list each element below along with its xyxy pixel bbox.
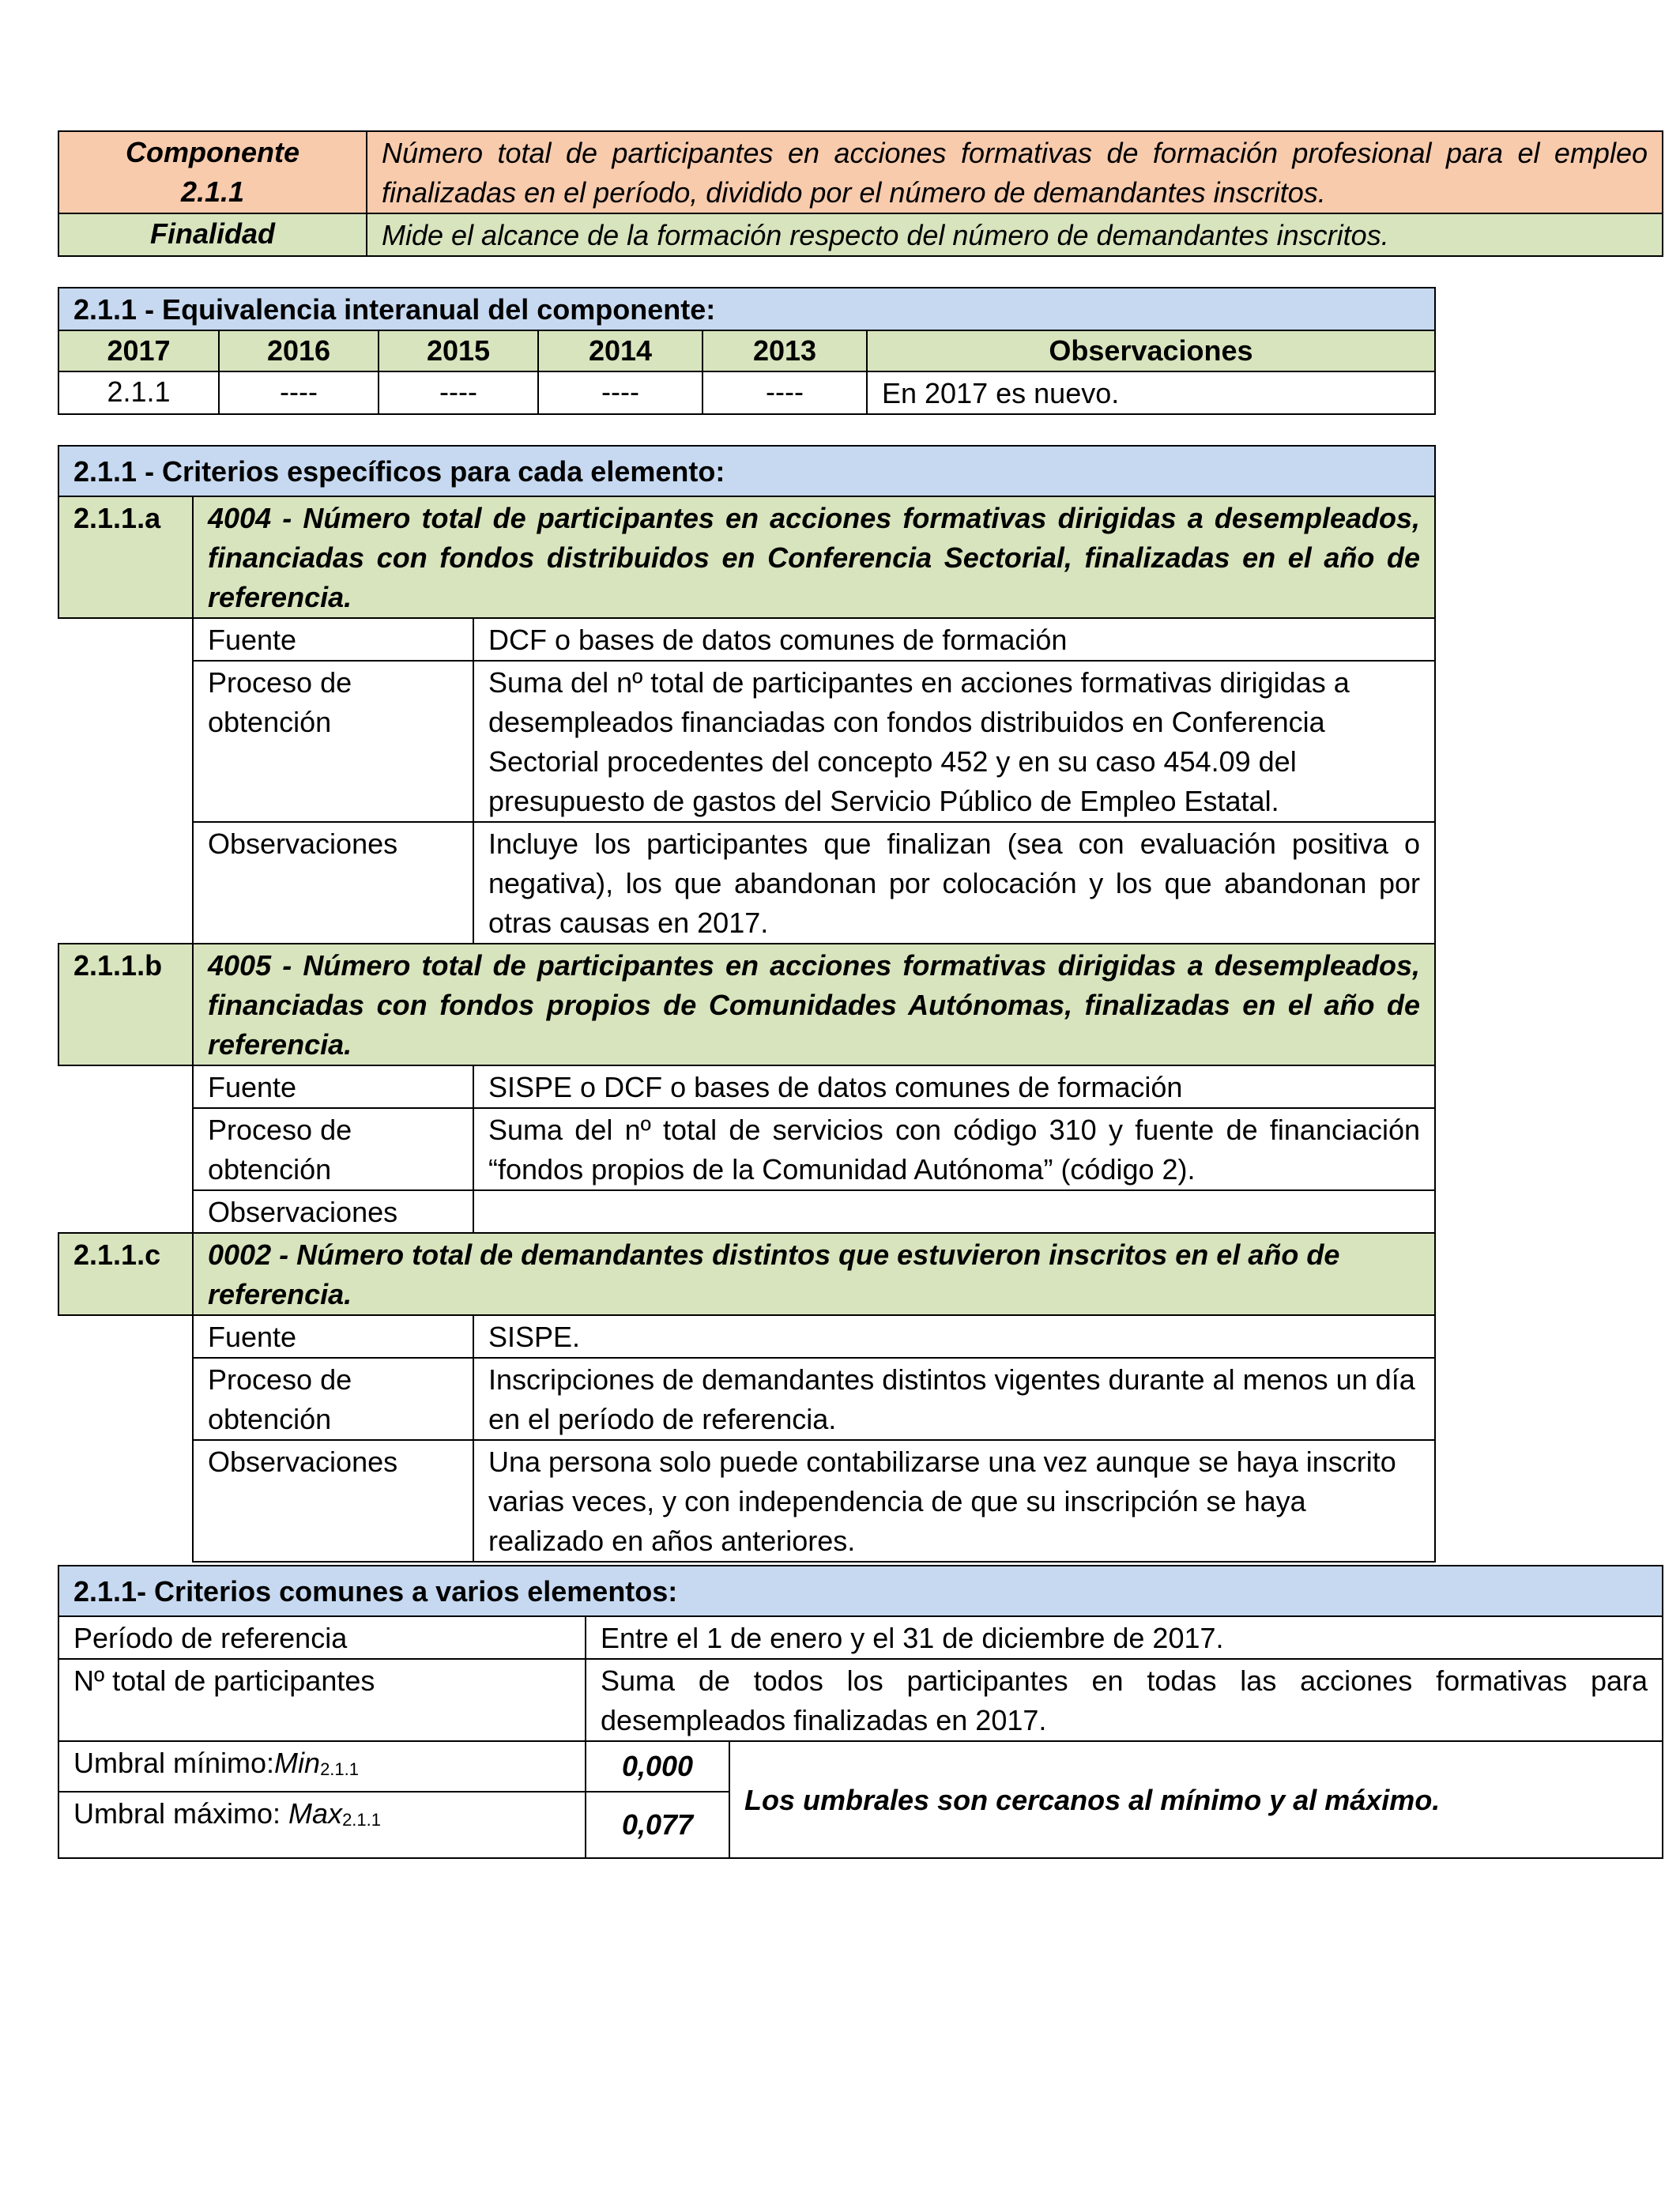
- finalidad-text: Mide el alcance de la formación respecto del número de demandantes inscritos.: [367, 213, 1663, 256]
- year-header-2016: 2016: [219, 330, 379, 371]
- component-number: 2.1.1: [180, 175, 245, 208]
- max-subscript: 2.1.1: [342, 1810, 381, 1830]
- row-value-fuente: SISPE o DCF o bases de datos comunes de formación: [473, 1065, 1435, 1108]
- equivalence-cell: ----: [538, 371, 703, 414]
- row-value-proceso: Suma del nº total de participantes en acciones formativas dirigidas a desempleados financiadas con fondos distribuidos en Conferencia Sectorial procedentes del concepto 452 y en su caso 454.09 del presupuesto de gastos del Servicio Público de Empleo Estatal.: [473, 661, 1435, 822]
- periodo-label: Período de referencia: [58, 1616, 586, 1659]
- row-label-fuente: Fuente: [193, 1065, 473, 1108]
- common-title: 2.1.1- Criterios comunes a varios elementos:: [58, 1566, 1663, 1616]
- element-code: 2.1.1.b: [58, 944, 193, 1065]
- year-header-2015: 2015: [379, 330, 538, 371]
- total-label: Nº total de participantes: [58, 1659, 586, 1741]
- row-label-proceso: Proceso de obtención: [193, 661, 473, 822]
- equivalence-table: [58, 287, 1436, 415]
- row-label-fuente: Fuente: [193, 618, 473, 661]
- common-criteria-table: [58, 1565, 1663, 1859]
- total-value: Suma de todos los participantes en todas las acciones formativas para desempleados finalizadas en 2017.: [586, 1659, 1663, 1741]
- max-symbol: Max: [288, 1797, 343, 1830]
- observaciones-header: Observaciones: [867, 330, 1435, 371]
- row-value-observaciones: [473, 1190, 1435, 1233]
- year-header-2013: 2013: [703, 330, 867, 371]
- row-value-observaciones: Una persona solo puede contabilizarse una vez aunque se haya inscrito varias veces, y con independencia de que su inscripción se haya realizado en años anteriores.: [473, 1440, 1435, 1562]
- umbral-minimo-label: [58, 1741, 586, 1792]
- component-label-cell: [58, 131, 367, 213]
- row-label-proceso: Proceso de obtención: [193, 1358, 473, 1440]
- equivalence-title: 2.1.1 - Equivalencia interanual del componente:: [58, 288, 1435, 330]
- row-label-observaciones: Observaciones: [193, 822, 473, 944]
- umbral-maximo-text: Umbral máximo:: [73, 1797, 289, 1830]
- periodo-value: Entre el 1 de enero y el 31 de diciembre de 2017.: [586, 1616, 1663, 1659]
- equivalence-cell: ----: [703, 371, 867, 414]
- umbrales-note: Los umbrales son cercanos al mínimo y al máximo.: [729, 1741, 1663, 1858]
- umbral-maximo-label: [58, 1792, 586, 1858]
- indent-spacer: [58, 618, 193, 944]
- indent-spacer: [58, 1315, 193, 1562]
- umbral-minimo-text: Umbral mínimo:: [73, 1747, 275, 1779]
- row-value-observaciones: Incluye los participantes que finalizan (sea con evaluación positiva o negativa), los que abandonan por colocación y los que abandonan por otras causas en 2017.: [473, 822, 1435, 944]
- row-value-proceso: Suma del nº total de servicios con código 310 y fuente de financiación “fondos propios de la Comunidad Autónoma” (código 2).: [473, 1108, 1435, 1190]
- finalidad-label: Finalidad: [58, 213, 367, 256]
- element-title: 4004 - Número total de participantes en acciones formativas dirigidas a desempleados, financiadas con fondos distribuidos en Conferencia Sectorial, finalizadas en el año de referencia.: [193, 496, 1435, 618]
- umbral-maximo-value: 0,077: [586, 1792, 729, 1858]
- row-label-observaciones: Observaciones: [193, 1440, 473, 1562]
- row-value-fuente: SISPE.: [473, 1315, 1435, 1358]
- indent-spacer: [58, 1065, 193, 1233]
- component-label: Componente: [126, 136, 299, 168]
- umbral-minimo-value: 0,000: [586, 1741, 729, 1792]
- element-title: 0002 - Número total de demandantes distintos que estuvieron inscritos en el año de referencia.: [193, 1233, 1435, 1315]
- element-title: 4005 - Número total de participantes en acciones formativas dirigidas a desempleados, financiadas con fondos propios de Comunidades Autónomas, finalizadas en el año de referencia.: [193, 944, 1435, 1065]
- component-table: [58, 130, 1663, 257]
- element-code: 2.1.1.a: [58, 496, 193, 618]
- min-symbol: Min: [274, 1747, 321, 1779]
- row-label-observaciones: Observaciones: [193, 1190, 473, 1233]
- row-value-fuente: DCF o bases de datos comunes de formación: [473, 618, 1435, 661]
- criteria-table: [58, 445, 1436, 1563]
- row-label-fuente: Fuente: [193, 1315, 473, 1358]
- element-code: 2.1.1.c: [58, 1233, 193, 1315]
- equivalence-cell: ----: [219, 371, 379, 414]
- equivalence-cell: 2.1.1: [58, 371, 219, 414]
- min-subscript: 2.1.1: [320, 1759, 359, 1779]
- row-value-proceso: Inscripciones de demandantes distintos vigentes durante al menos un día en el período de referencia.: [473, 1358, 1435, 1440]
- year-header-2017: 2017: [58, 330, 219, 371]
- row-label-proceso: Proceso de obtención: [193, 1108, 473, 1190]
- criteria-title: 2.1.1 - Criterios específicos para cada elemento:: [58, 446, 1435, 496]
- equivalence-cell: ----: [379, 371, 538, 414]
- year-header-2014: 2014: [538, 330, 703, 371]
- equivalence-observation: En 2017 es nuevo.: [867, 371, 1435, 414]
- component-description: Número total de participantes en acciones formativas de formación profesional para el empleo finalizadas en el período, dividido por el número de demandantes inscritos.: [367, 131, 1663, 213]
